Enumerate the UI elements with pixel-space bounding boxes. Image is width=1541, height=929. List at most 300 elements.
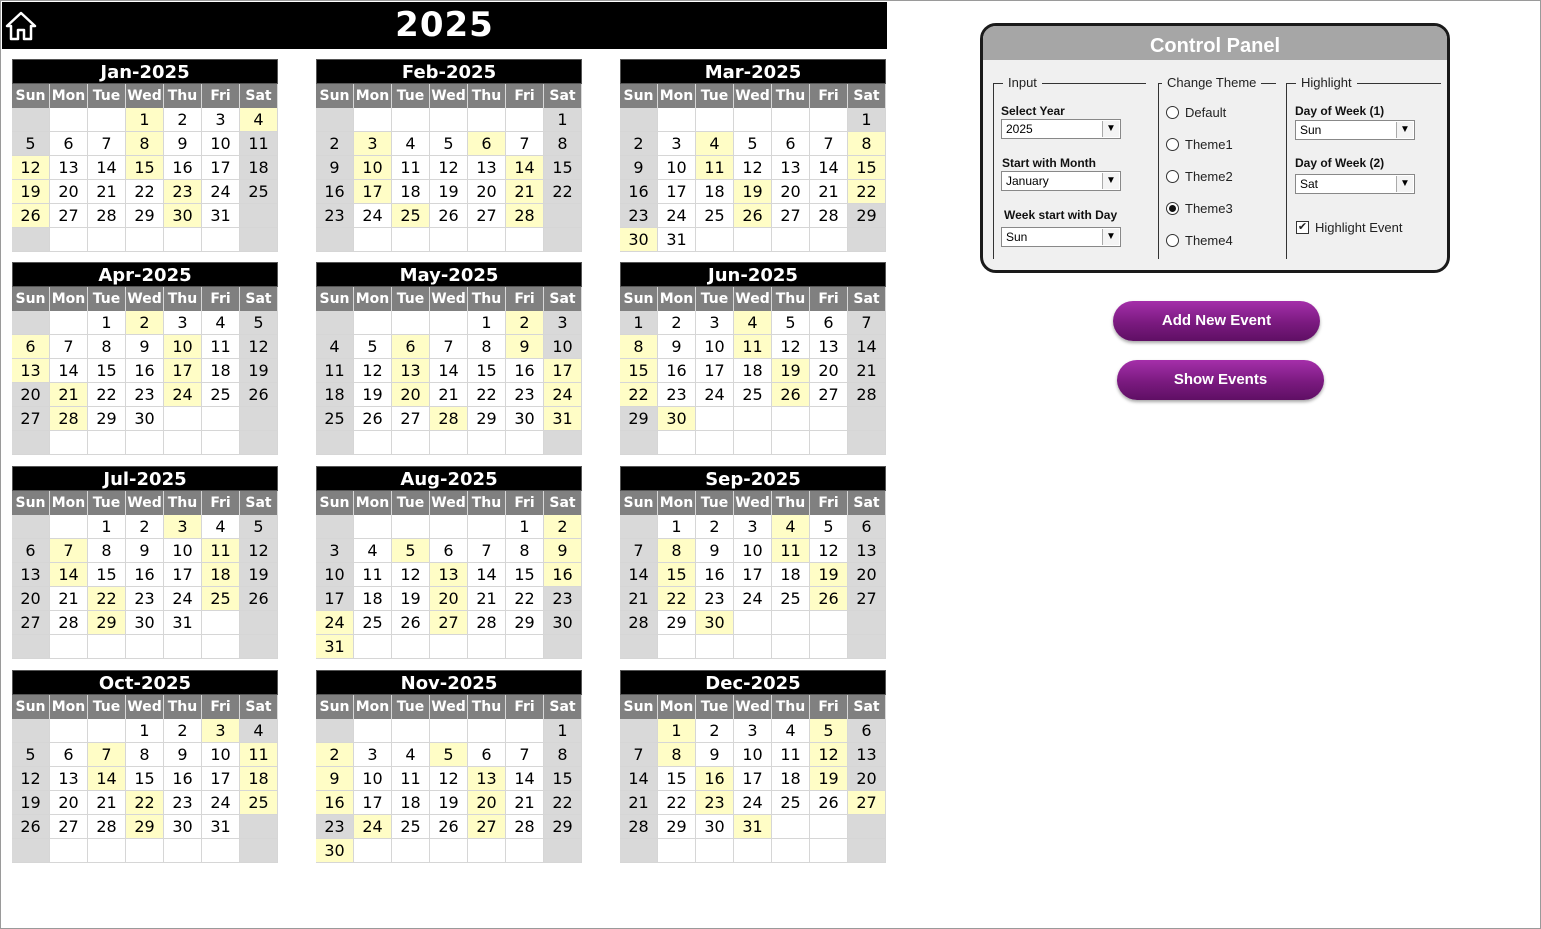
day-cell[interactable]: 10 bbox=[696, 335, 734, 359]
day-cell[interactable]: 18 bbox=[392, 791, 430, 815]
day-cell[interactable]: 13 bbox=[12, 563, 50, 587]
day-cell[interactable]: 4 bbox=[316, 335, 354, 359]
day-cell[interactable] bbox=[126, 228, 164, 252]
day-cell[interactable] bbox=[430, 635, 468, 659]
day-cell[interactable]: 7 bbox=[506, 132, 544, 156]
day-cell[interactable] bbox=[126, 431, 164, 455]
day-cell[interactable]: 28 bbox=[810, 204, 848, 228]
day-cell[interactable] bbox=[88, 228, 126, 252]
day-cell[interactable] bbox=[164, 228, 202, 252]
day-cell[interactable]: 19 bbox=[772, 359, 810, 383]
day-cell[interactable]: 13 bbox=[12, 359, 50, 383]
day-cell[interactable]: 11 bbox=[354, 563, 392, 587]
day-cell[interactable] bbox=[240, 611, 278, 635]
day-cell[interactable]: 20 bbox=[50, 791, 88, 815]
day-cell[interactable]: 28 bbox=[430, 407, 468, 431]
radio-icon[interactable] bbox=[1166, 106, 1179, 119]
day-cell[interactable] bbox=[316, 228, 354, 252]
day-cell[interactable]: 11 bbox=[392, 156, 430, 180]
day-cell[interactable] bbox=[12, 515, 50, 539]
day-cell[interactable]: 1 bbox=[658, 515, 696, 539]
day-cell[interactable]: 7 bbox=[848, 311, 886, 335]
day-cell[interactable] bbox=[316, 108, 354, 132]
day-cell[interactable] bbox=[734, 228, 772, 252]
day-cell[interactable]: 13 bbox=[848, 539, 886, 563]
day-cell[interactable]: 10 bbox=[164, 335, 202, 359]
day-cell[interactable] bbox=[240, 635, 278, 659]
day-cell[interactable]: 10 bbox=[202, 743, 240, 767]
day-cell[interactable]: 26 bbox=[772, 383, 810, 407]
day-cell[interactable]: 5 bbox=[354, 335, 392, 359]
day-cell[interactable] bbox=[164, 407, 202, 431]
day-cell[interactable] bbox=[392, 635, 430, 659]
day-cell[interactable]: 26 bbox=[734, 204, 772, 228]
day-cell[interactable] bbox=[240, 431, 278, 455]
day-cell[interactable]: 21 bbox=[88, 180, 126, 204]
day-cell[interactable]: 28 bbox=[506, 815, 544, 839]
day-cell[interactable]: 25 bbox=[316, 407, 354, 431]
day-cell[interactable] bbox=[126, 635, 164, 659]
day-cell[interactable]: 16 bbox=[126, 359, 164, 383]
day-cell[interactable] bbox=[240, 204, 278, 228]
day-cell[interactable]: 7 bbox=[88, 132, 126, 156]
day-cell[interactable] bbox=[734, 611, 772, 635]
day-cell[interactable]: 5 bbox=[430, 743, 468, 767]
day-cell[interactable]: 26 bbox=[430, 815, 468, 839]
day-cell[interactable]: 15 bbox=[620, 359, 658, 383]
start-month-dropdown[interactable] bbox=[1001, 171, 1121, 191]
day-cell[interactable] bbox=[392, 515, 430, 539]
day-cell[interactable]: 15 bbox=[506, 563, 544, 587]
day-cell[interactable]: 11 bbox=[240, 132, 278, 156]
day-cell[interactable]: 9 bbox=[164, 132, 202, 156]
day-cell[interactable]: 6 bbox=[810, 311, 848, 335]
day-cell[interactable]: 25 bbox=[354, 611, 392, 635]
day-cell[interactable] bbox=[430, 228, 468, 252]
day-cell[interactable]: 12 bbox=[240, 539, 278, 563]
day-cell[interactable]: 3 bbox=[164, 515, 202, 539]
day-cell[interactable]: 1 bbox=[544, 108, 582, 132]
day-cell[interactable]: 8 bbox=[620, 335, 658, 359]
day-cell[interactable]: 2 bbox=[164, 108, 202, 132]
day-cell[interactable]: 14 bbox=[506, 156, 544, 180]
day-cell[interactable] bbox=[696, 407, 734, 431]
day-cell[interactable]: 10 bbox=[658, 156, 696, 180]
day-cell[interactable]: 12 bbox=[240, 335, 278, 359]
day-cell[interactable] bbox=[164, 431, 202, 455]
show-events-button[interactable]: Show Events bbox=[1117, 360, 1324, 400]
day-cell[interactable]: 28 bbox=[506, 204, 544, 228]
day-cell[interactable]: 30 bbox=[696, 815, 734, 839]
radio-icon[interactable] bbox=[1166, 170, 1179, 183]
day-cell[interactable]: 30 bbox=[620, 228, 658, 252]
day-cell[interactable]: 13 bbox=[468, 156, 506, 180]
day-cell[interactable]: 22 bbox=[620, 383, 658, 407]
day-cell[interactable]: 8 bbox=[544, 743, 582, 767]
day-cell[interactable]: 9 bbox=[658, 335, 696, 359]
day-cell[interactable] bbox=[354, 431, 392, 455]
day-cell[interactable]: 27 bbox=[392, 407, 430, 431]
day-cell[interactable]: 21 bbox=[506, 791, 544, 815]
day-cell[interactable]: 29 bbox=[88, 407, 126, 431]
day-cell[interactable] bbox=[772, 108, 810, 132]
day-cell[interactable]: 3 bbox=[696, 311, 734, 335]
day-cell[interactable]: 5 bbox=[240, 311, 278, 335]
day-cell[interactable]: 1 bbox=[88, 311, 126, 335]
day-cell[interactable]: 9 bbox=[316, 767, 354, 791]
day-cell[interactable]: 11 bbox=[202, 539, 240, 563]
day-cell[interactable]: 8 bbox=[658, 743, 696, 767]
day-cell[interactable]: 12 bbox=[12, 767, 50, 791]
day-cell[interactable]: 30 bbox=[164, 204, 202, 228]
day-cell[interactable]: 27 bbox=[468, 204, 506, 228]
day-cell[interactable] bbox=[50, 431, 88, 455]
day-cell[interactable] bbox=[468, 719, 506, 743]
day-cell[interactable] bbox=[506, 839, 544, 863]
day-cell[interactable]: 22 bbox=[126, 791, 164, 815]
day-cell[interactable] bbox=[696, 228, 734, 252]
day-cell[interactable] bbox=[848, 839, 886, 863]
day-cell[interactable]: 29 bbox=[126, 204, 164, 228]
day-cell[interactable] bbox=[848, 815, 886, 839]
day-cell[interactable]: 8 bbox=[658, 539, 696, 563]
day-cell[interactable]: 12 bbox=[430, 767, 468, 791]
day-cell[interactable]: 28 bbox=[88, 815, 126, 839]
day-cell[interactable]: 18 bbox=[392, 180, 430, 204]
day-cell[interactable] bbox=[772, 407, 810, 431]
day-cell[interactable] bbox=[12, 108, 50, 132]
day-cell[interactable] bbox=[544, 839, 582, 863]
day-cell[interactable] bbox=[202, 839, 240, 863]
day-cell[interactable]: 7 bbox=[468, 539, 506, 563]
day-cell[interactable]: 21 bbox=[88, 791, 126, 815]
dow2-dropdown[interactable] bbox=[1295, 174, 1415, 194]
day-cell[interactable] bbox=[88, 108, 126, 132]
day-cell[interactable]: 2 bbox=[696, 515, 734, 539]
day-cell[interactable]: 8 bbox=[468, 335, 506, 359]
day-cell[interactable]: 21 bbox=[50, 587, 88, 611]
day-cell[interactable]: 27 bbox=[810, 383, 848, 407]
day-cell[interactable]: 15 bbox=[658, 563, 696, 587]
chevron-down-icon[interactable]: ▼ bbox=[1396, 176, 1413, 192]
day-cell[interactable]: 30 bbox=[696, 611, 734, 635]
day-cell[interactable]: 27 bbox=[12, 611, 50, 635]
day-cell[interactable] bbox=[354, 228, 392, 252]
day-cell[interactable]: 18 bbox=[240, 767, 278, 791]
day-cell[interactable]: 18 bbox=[240, 156, 278, 180]
day-cell[interactable] bbox=[620, 108, 658, 132]
day-cell[interactable] bbox=[50, 515, 88, 539]
day-cell[interactable]: 2 bbox=[506, 311, 544, 335]
day-cell[interactable] bbox=[620, 719, 658, 743]
day-cell[interactable] bbox=[620, 635, 658, 659]
day-cell[interactable]: 10 bbox=[202, 132, 240, 156]
day-cell[interactable]: 26 bbox=[12, 204, 50, 228]
day-cell[interactable]: 2 bbox=[316, 743, 354, 767]
day-cell[interactable]: 2 bbox=[544, 515, 582, 539]
day-cell[interactable]: 24 bbox=[544, 383, 582, 407]
day-cell[interactable]: 5 bbox=[772, 311, 810, 335]
day-cell[interactable]: 15 bbox=[658, 767, 696, 791]
day-cell[interactable]: 1 bbox=[544, 719, 582, 743]
day-cell[interactable]: 14 bbox=[430, 359, 468, 383]
day-cell[interactable]: 18 bbox=[772, 563, 810, 587]
day-cell[interactable]: 10 bbox=[164, 539, 202, 563]
day-cell[interactable]: 30 bbox=[316, 839, 354, 863]
day-cell[interactable]: 26 bbox=[354, 407, 392, 431]
day-cell[interactable]: 17 bbox=[658, 180, 696, 204]
day-cell[interactable]: 4 bbox=[202, 311, 240, 335]
day-cell[interactable]: 15 bbox=[848, 156, 886, 180]
day-cell[interactable]: 24 bbox=[354, 815, 392, 839]
day-cell[interactable]: 22 bbox=[468, 383, 506, 407]
day-cell[interactable]: 26 bbox=[810, 791, 848, 815]
radio-icon[interactable] bbox=[1166, 202, 1179, 215]
day-cell[interactable]: 28 bbox=[848, 383, 886, 407]
day-cell[interactable]: 16 bbox=[164, 156, 202, 180]
day-cell[interactable]: 27 bbox=[848, 587, 886, 611]
day-cell[interactable]: 2 bbox=[164, 719, 202, 743]
day-cell[interactable] bbox=[620, 431, 658, 455]
day-cell[interactable]: 28 bbox=[620, 815, 658, 839]
day-cell[interactable]: 19 bbox=[12, 180, 50, 204]
day-cell[interactable]: 20 bbox=[772, 180, 810, 204]
day-cell[interactable] bbox=[126, 839, 164, 863]
day-cell[interactable]: 4 bbox=[240, 719, 278, 743]
day-cell[interactable]: 23 bbox=[126, 383, 164, 407]
day-cell[interactable]: 19 bbox=[240, 563, 278, 587]
day-cell[interactable] bbox=[12, 431, 50, 455]
day-cell[interactable]: 3 bbox=[202, 719, 240, 743]
day-cell[interactable]: 23 bbox=[696, 791, 734, 815]
day-cell[interactable] bbox=[696, 431, 734, 455]
day-cell[interactable]: 1 bbox=[88, 515, 126, 539]
day-cell[interactable]: 8 bbox=[126, 743, 164, 767]
add-new-event-button[interactable]: Add New Event bbox=[1113, 301, 1320, 341]
day-cell[interactable] bbox=[12, 839, 50, 863]
day-cell[interactable]: 28 bbox=[88, 204, 126, 228]
day-cell[interactable]: 9 bbox=[506, 335, 544, 359]
highlight-event-checkbox[interactable] bbox=[1296, 220, 1402, 235]
day-cell[interactable]: 9 bbox=[620, 156, 658, 180]
day-cell[interactable] bbox=[810, 611, 848, 635]
day-cell[interactable] bbox=[658, 108, 696, 132]
day-cell[interactable] bbox=[430, 431, 468, 455]
day-cell[interactable]: 19 bbox=[430, 791, 468, 815]
day-cell[interactable]: 2 bbox=[126, 311, 164, 335]
day-cell[interactable]: 4 bbox=[354, 539, 392, 563]
day-cell[interactable]: 21 bbox=[620, 587, 658, 611]
day-cell[interactable] bbox=[506, 228, 544, 252]
day-cell[interactable]: 3 bbox=[354, 743, 392, 767]
day-cell[interactable] bbox=[430, 515, 468, 539]
day-cell[interactable]: 28 bbox=[50, 407, 88, 431]
day-cell[interactable]: 26 bbox=[430, 204, 468, 228]
day-cell[interactable]: 22 bbox=[658, 587, 696, 611]
day-cell[interactable] bbox=[164, 839, 202, 863]
day-cell[interactable] bbox=[202, 228, 240, 252]
day-cell[interactable] bbox=[772, 431, 810, 455]
day-cell[interactable] bbox=[202, 611, 240, 635]
day-cell[interactable]: 25 bbox=[240, 180, 278, 204]
day-cell[interactable]: 3 bbox=[658, 132, 696, 156]
day-cell[interactable] bbox=[354, 719, 392, 743]
day-cell[interactable]: 9 bbox=[696, 743, 734, 767]
day-cell[interactable]: 13 bbox=[50, 767, 88, 791]
day-cell[interactable]: 7 bbox=[430, 335, 468, 359]
day-cell[interactable]: 3 bbox=[544, 311, 582, 335]
day-cell[interactable] bbox=[468, 108, 506, 132]
day-cell[interactable] bbox=[354, 311, 392, 335]
day-cell[interactable]: 31 bbox=[202, 204, 240, 228]
day-cell[interactable] bbox=[810, 108, 848, 132]
day-cell[interactable]: 29 bbox=[848, 204, 886, 228]
day-cell[interactable]: 31 bbox=[316, 635, 354, 659]
theme-radio[interactable] bbox=[1166, 169, 1233, 184]
select-year-dropdown[interactable] bbox=[1001, 119, 1121, 139]
radio-icon[interactable] bbox=[1166, 138, 1179, 151]
chevron-down-icon[interactable]: ▼ bbox=[1102, 229, 1119, 245]
day-cell[interactable]: 22 bbox=[88, 383, 126, 407]
day-cell[interactable]: 12 bbox=[430, 156, 468, 180]
day-cell[interactable]: 13 bbox=[848, 743, 886, 767]
day-cell[interactable]: 18 bbox=[202, 563, 240, 587]
day-cell[interactable]: 17 bbox=[734, 767, 772, 791]
day-cell[interactable] bbox=[316, 719, 354, 743]
day-cell[interactable]: 12 bbox=[810, 743, 848, 767]
day-cell[interactable]: 4 bbox=[734, 311, 772, 335]
day-cell[interactable] bbox=[734, 431, 772, 455]
day-cell[interactable] bbox=[734, 635, 772, 659]
day-cell[interactable]: 4 bbox=[392, 743, 430, 767]
day-cell[interactable] bbox=[772, 815, 810, 839]
day-cell[interactable]: 23 bbox=[506, 383, 544, 407]
day-cell[interactable] bbox=[696, 635, 734, 659]
day-cell[interactable]: 19 bbox=[810, 563, 848, 587]
day-cell[interactable]: 14 bbox=[810, 156, 848, 180]
day-cell[interactable] bbox=[430, 839, 468, 863]
day-cell[interactable]: 1 bbox=[506, 515, 544, 539]
day-cell[interactable]: 27 bbox=[468, 815, 506, 839]
day-cell[interactable]: 11 bbox=[392, 767, 430, 791]
day-cell[interactable]: 20 bbox=[50, 180, 88, 204]
day-cell[interactable] bbox=[240, 228, 278, 252]
day-cell[interactable]: 7 bbox=[506, 743, 544, 767]
day-cell[interactable] bbox=[468, 839, 506, 863]
day-cell[interactable]: 9 bbox=[316, 156, 354, 180]
day-cell[interactable]: 9 bbox=[696, 539, 734, 563]
day-cell[interactable]: 4 bbox=[240, 108, 278, 132]
day-cell[interactable] bbox=[88, 635, 126, 659]
day-cell[interactable]: 4 bbox=[392, 132, 430, 156]
day-cell[interactable]: 23 bbox=[658, 383, 696, 407]
day-cell[interactable]: 6 bbox=[468, 132, 506, 156]
day-cell[interactable]: 25 bbox=[696, 204, 734, 228]
day-cell[interactable]: 17 bbox=[164, 359, 202, 383]
day-cell[interactable] bbox=[164, 635, 202, 659]
day-cell[interactable] bbox=[848, 228, 886, 252]
day-cell[interactable]: 12 bbox=[12, 156, 50, 180]
day-cell[interactable]: 2 bbox=[620, 132, 658, 156]
day-cell[interactable]: 12 bbox=[810, 539, 848, 563]
day-cell[interactable] bbox=[468, 431, 506, 455]
day-cell[interactable]: 30 bbox=[658, 407, 696, 431]
day-cell[interactable]: 10 bbox=[544, 335, 582, 359]
day-cell[interactable]: 19 bbox=[810, 767, 848, 791]
day-cell[interactable]: 9 bbox=[164, 743, 202, 767]
day-cell[interactable]: 25 bbox=[392, 204, 430, 228]
day-cell[interactable]: 11 bbox=[696, 156, 734, 180]
day-cell[interactable] bbox=[620, 515, 658, 539]
day-cell[interactable]: 15 bbox=[88, 563, 126, 587]
day-cell[interactable]: 17 bbox=[734, 563, 772, 587]
day-cell[interactable] bbox=[810, 839, 848, 863]
day-cell[interactable]: 27 bbox=[50, 815, 88, 839]
day-cell[interactable]: 3 bbox=[316, 539, 354, 563]
day-cell[interactable]: 17 bbox=[202, 767, 240, 791]
day-cell[interactable]: 1 bbox=[658, 719, 696, 743]
day-cell[interactable] bbox=[12, 719, 50, 743]
day-cell[interactable]: 14 bbox=[620, 767, 658, 791]
day-cell[interactable]: 28 bbox=[620, 611, 658, 635]
day-cell[interactable]: 25 bbox=[202, 587, 240, 611]
day-cell[interactable]: 21 bbox=[50, 383, 88, 407]
day-cell[interactable]: 23 bbox=[164, 791, 202, 815]
day-cell[interactable] bbox=[658, 431, 696, 455]
day-cell[interactable]: 14 bbox=[50, 359, 88, 383]
day-cell[interactable]: 22 bbox=[544, 180, 582, 204]
day-cell[interactable]: 17 bbox=[544, 359, 582, 383]
theme-radio[interactable] bbox=[1166, 105, 1226, 120]
day-cell[interactable]: 30 bbox=[506, 407, 544, 431]
day-cell[interactable]: 19 bbox=[430, 180, 468, 204]
day-cell[interactable]: 16 bbox=[506, 359, 544, 383]
day-cell[interactable] bbox=[430, 719, 468, 743]
day-cell[interactable]: 5 bbox=[12, 743, 50, 767]
day-cell[interactable] bbox=[392, 311, 430, 335]
day-cell[interactable] bbox=[506, 108, 544, 132]
day-cell[interactable]: 27 bbox=[772, 204, 810, 228]
day-cell[interactable]: 11 bbox=[734, 335, 772, 359]
day-cell[interactable]: 31 bbox=[202, 815, 240, 839]
day-cell[interactable]: 31 bbox=[164, 611, 202, 635]
day-cell[interactable]: 18 bbox=[354, 587, 392, 611]
day-cell[interactable] bbox=[12, 228, 50, 252]
day-cell[interactable]: 19 bbox=[240, 359, 278, 383]
day-cell[interactable]: 8 bbox=[126, 132, 164, 156]
day-cell[interactable]: 24 bbox=[696, 383, 734, 407]
day-cell[interactable]: 17 bbox=[354, 791, 392, 815]
day-cell[interactable]: 24 bbox=[354, 204, 392, 228]
day-cell[interactable]: 28 bbox=[468, 611, 506, 635]
day-cell[interactable]: 21 bbox=[430, 383, 468, 407]
day-cell[interactable]: 3 bbox=[164, 311, 202, 335]
day-cell[interactable]: 22 bbox=[506, 587, 544, 611]
day-cell[interactable]: 1 bbox=[620, 311, 658, 335]
day-cell[interactable]: 15 bbox=[126, 156, 164, 180]
day-cell[interactable] bbox=[544, 431, 582, 455]
day-cell[interactable] bbox=[810, 228, 848, 252]
day-cell[interactable] bbox=[50, 719, 88, 743]
day-cell[interactable]: 18 bbox=[772, 767, 810, 791]
day-cell[interactable]: 19 bbox=[734, 180, 772, 204]
day-cell[interactable]: 9 bbox=[126, 335, 164, 359]
day-cell[interactable]: 24 bbox=[658, 204, 696, 228]
day-cell[interactable]: 20 bbox=[468, 791, 506, 815]
day-cell[interactable]: 20 bbox=[392, 383, 430, 407]
day-cell[interactable]: 7 bbox=[620, 539, 658, 563]
day-cell[interactable]: 31 bbox=[658, 228, 696, 252]
